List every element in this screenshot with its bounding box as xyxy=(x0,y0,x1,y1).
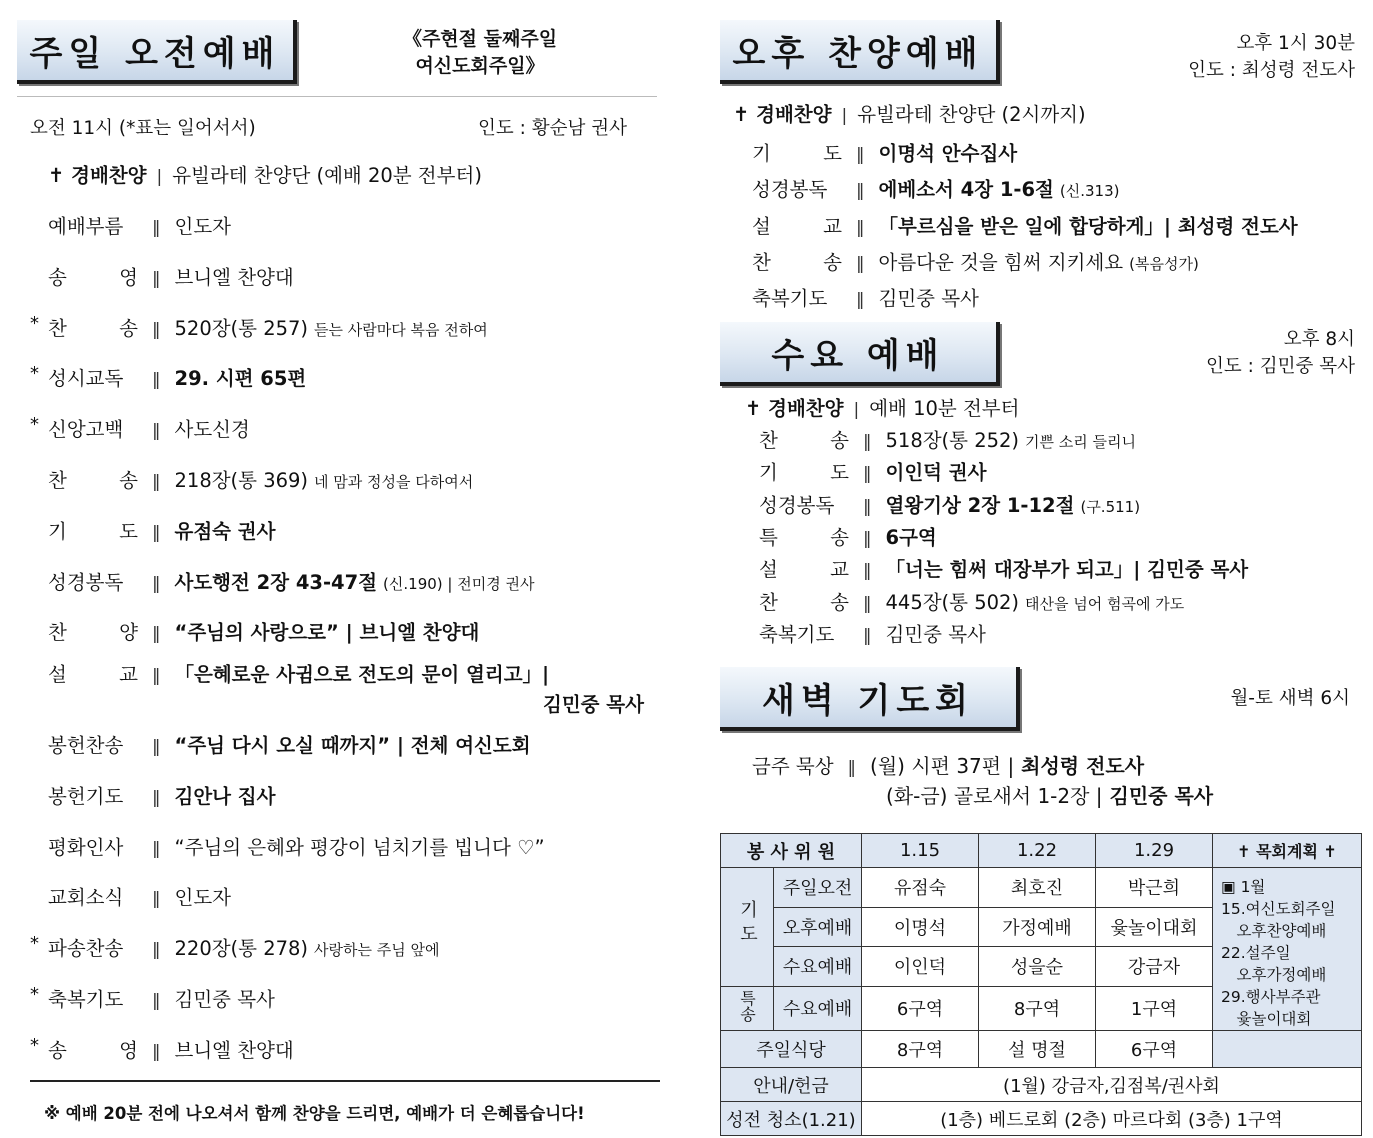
order-row xyxy=(752,211,1298,239)
separator: ‖ xyxy=(152,370,161,391)
order-label: 봉헌기도 xyxy=(48,784,124,808)
order-value-bold: 열왕기상 2장 1-12절 xyxy=(885,493,1075,517)
order-label: 찬 송 xyxy=(48,469,138,492)
afternoon-prelude xyxy=(733,99,1086,127)
row-label: 안내/헌금 xyxy=(721,1068,862,1102)
special-group-cell xyxy=(721,986,774,1030)
row-label: 주일오전 xyxy=(774,868,862,908)
order-label: 예배부름 xyxy=(48,215,124,238)
order-label: 찬 양 xyxy=(48,621,138,645)
order-label: 찬 송 xyxy=(48,316,138,340)
separator: ‖ xyxy=(152,991,161,1011)
plan-cell-end xyxy=(1213,1031,1362,1068)
order-row xyxy=(752,138,1017,166)
order-row xyxy=(48,617,479,645)
table-cell: 이명석 xyxy=(862,907,979,947)
dawn-line2-text: (화-금) 골로새서 1-2장 | xyxy=(886,784,1103,808)
order-value-bold: 에베소서 4장 1-6절 xyxy=(878,178,1054,202)
order-row xyxy=(752,283,979,311)
stand-marker: * xyxy=(30,984,39,1005)
table-cell: 1구역 xyxy=(1096,986,1213,1030)
afternoon-title: 오후 찬양예배 xyxy=(720,20,1000,84)
morning-time-note: 오전 11시 (*표는 일어서서) xyxy=(30,118,256,139)
table-cell: 최호진 xyxy=(979,868,1096,908)
date-header: 1.22 xyxy=(979,834,1096,868)
order-value: 인도자 xyxy=(174,215,232,238)
table-row xyxy=(721,1068,1362,1102)
stand-marker: * xyxy=(30,363,39,385)
separator: ‖ xyxy=(152,787,161,808)
order-note: 네 맘과 정성을 다하여서 xyxy=(314,473,474,491)
prelude-label: ✝ 경배찬양 xyxy=(733,103,832,126)
separator: ‖ xyxy=(856,181,865,202)
separator: | xyxy=(156,167,163,187)
order-row xyxy=(48,465,473,493)
order-label: 성경봉독 xyxy=(752,178,828,202)
table-cell: 6구역 xyxy=(862,986,979,1030)
special-group-label: 특송 xyxy=(737,989,757,1022)
prelude-label: ✝ 경배찬양 xyxy=(745,397,844,420)
order-row xyxy=(48,567,534,595)
dawn-line2-leader: 김민중 목사 xyxy=(1109,784,1214,808)
prelude-value: 유빌라테 찬양단 (2시까지) xyxy=(857,103,1086,126)
order-value: 220장(통 278) xyxy=(174,937,309,961)
order-label: 송 영 xyxy=(48,265,138,289)
dawn-row-1 xyxy=(752,750,1144,779)
plan-item: 오후가정예배 xyxy=(1221,966,1327,984)
separator: ‖ xyxy=(152,889,161,910)
order-label: 축복기도 xyxy=(752,287,828,311)
row-label: 수요예배 xyxy=(774,986,862,1030)
stand-marker: * xyxy=(30,414,39,436)
table-cell: 6구역 xyxy=(1096,1031,1213,1068)
separator: ‖ xyxy=(856,217,865,238)
dawn-line1-text: (월) 시편 37편 | xyxy=(870,754,1015,778)
order-value-bold: 김안나 집사 xyxy=(174,784,276,808)
morning-prelude xyxy=(48,160,482,188)
order-label: 성경봉독 xyxy=(48,570,124,594)
order-value: 인도자 xyxy=(174,886,232,910)
table-cell: (1층) 베드로회 (2층) 마르다회 (3층) 1구역 xyxy=(862,1102,1362,1136)
order-value-bold: 6구역 xyxy=(885,525,937,549)
sermon-title: 「은혜로운 사귐으로 전도의 문이 열리고」| xyxy=(174,663,550,686)
order-value-bold: 이인덕 권사 xyxy=(885,461,987,485)
order-row xyxy=(752,247,1199,275)
order-note: (구.511) xyxy=(1080,497,1141,516)
dawn-title: 새벽 기도회 xyxy=(720,667,1020,731)
order-row xyxy=(48,832,545,860)
order-value: 김민중 목사 xyxy=(878,287,979,311)
plan-item: 윷놀이대회 xyxy=(1221,1010,1312,1028)
plan-item: 29.행사부주관 xyxy=(1221,988,1321,1006)
separator: ‖ xyxy=(152,268,161,289)
order-label: 축복기도 xyxy=(48,988,124,1011)
table-cell: 유점숙 xyxy=(862,868,979,908)
volunteer-table xyxy=(720,833,1362,1136)
separator: ‖ xyxy=(847,758,857,778)
plan-cell xyxy=(1213,868,1362,1031)
order-note: (복음성가) xyxy=(1129,254,1199,273)
row-label: 성전 청소(1.21) xyxy=(721,1102,862,1136)
order-value: 김민중 목사 xyxy=(885,622,986,646)
wednesday-prelude xyxy=(745,393,1019,421)
order-row xyxy=(30,984,275,1012)
separator: ‖ xyxy=(152,940,161,961)
order-note: (신.313) xyxy=(1059,182,1120,201)
separator: ‖ xyxy=(152,573,161,594)
order-value: 518장(통 252) xyxy=(885,429,1020,452)
dawn-line1-leader: 최성령 전도사 xyxy=(1021,754,1145,778)
order-label: 기 도 xyxy=(752,142,842,165)
afternoon-leader: 인도 : 최성령 전도사 xyxy=(1188,60,1355,81)
prayer-group-label: 기도 xyxy=(737,900,758,949)
order-label: 찬 송 xyxy=(752,250,842,274)
separator: | xyxy=(853,400,860,420)
table-cell: 가정예배 xyxy=(979,907,1096,947)
order-label: 찬 송 xyxy=(759,590,849,614)
prayer-group-cell xyxy=(721,868,774,987)
morning-leader: 인도 : 황순남 권사 xyxy=(478,118,627,139)
plan-header: ✝ 목회계획 ✝ xyxy=(1213,834,1362,868)
table-row xyxy=(721,868,1362,908)
order-row xyxy=(30,933,440,961)
table-header-label: 봉 사 위 원 xyxy=(721,834,862,868)
theme-block xyxy=(370,26,590,80)
order-value: 445장(통 502) xyxy=(885,590,1020,614)
order-label: 교회소식 xyxy=(48,886,124,910)
plan-item: 15.여신도회주일 xyxy=(1221,900,1336,918)
separator: ‖ xyxy=(863,625,872,646)
date-header: 1.29 xyxy=(1096,834,1213,868)
order-label: 파송찬송 xyxy=(48,937,124,961)
order-value-bold: 「부르심을 받은 일에 합당하게」| 최성령 전도사 xyxy=(878,214,1298,238)
order-row xyxy=(759,619,986,647)
prelude-value: 예배 10분 전부터 xyxy=(869,397,1020,420)
order-row xyxy=(48,882,231,910)
order-row xyxy=(759,457,986,485)
row-label: 수요예배 xyxy=(774,947,862,987)
order-value: 아름다운 것을 힘써 지키세요 xyxy=(878,250,1124,274)
table-cell: 설 명절 xyxy=(979,1031,1096,1068)
order-label: 봉헌찬송 xyxy=(48,734,124,757)
order-value: 520장(통 257) xyxy=(174,316,309,340)
order-row xyxy=(752,174,1120,202)
stand-marker: * xyxy=(30,933,39,955)
separator: ‖ xyxy=(152,624,161,645)
separator: ‖ xyxy=(863,528,872,549)
order-note: 듣는 사람마다 복음 전하여 xyxy=(314,320,488,339)
separator: ‖ xyxy=(152,666,161,686)
order-row xyxy=(30,312,488,341)
afternoon-time: 오후 1시 30분 xyxy=(1236,33,1355,54)
separator: ‖ xyxy=(152,218,161,238)
divider xyxy=(17,96,657,97)
table-cell: 성을순 xyxy=(979,947,1096,987)
order-row xyxy=(759,490,1140,518)
separator: ‖ xyxy=(863,593,872,614)
separator: | xyxy=(841,106,848,126)
separator: ‖ xyxy=(856,253,865,274)
separator: ‖ xyxy=(152,522,161,543)
order-value-bold: 이명석 안수집사 xyxy=(878,142,1018,165)
order-value-bold: “주님의 사랑으로” | 브니엘 찬양대 xyxy=(174,621,480,645)
order-label: 설 교 xyxy=(759,558,849,582)
order-row xyxy=(759,425,1136,453)
order-value: “주님의 은혜와 평강이 넘치기를 빕니다 ♡” xyxy=(174,835,545,859)
order-label: 평화인사 xyxy=(48,835,124,859)
order-row xyxy=(48,781,275,809)
table-cell: 8구역 xyxy=(862,1031,979,1068)
table-cell: 이인덕 xyxy=(862,947,979,987)
order-row xyxy=(48,730,531,758)
order-value: 218장(통 369) xyxy=(174,469,309,492)
order-value: 김민중 목사 xyxy=(174,988,275,1011)
stand-marker: * xyxy=(30,312,39,334)
table-cell: 박근희 xyxy=(1096,868,1213,908)
separator: ‖ xyxy=(152,838,161,859)
table-cell: 강금자 xyxy=(1096,947,1213,987)
order-label: 신앙고백 xyxy=(48,418,124,442)
separator: ‖ xyxy=(152,319,161,340)
wednesday-time: 오후 8시 xyxy=(1283,329,1355,350)
order-label: 송 영 xyxy=(48,1038,138,1062)
order-row xyxy=(759,522,937,550)
wednesday-info xyxy=(1150,326,1355,380)
wednesday-leader: 인도 : 김민중 목사 xyxy=(1206,356,1355,377)
table-cell: (1월) 강금자,김점복/권사회 xyxy=(862,1068,1362,1102)
sermon-preacher: 김민중 목사 xyxy=(543,693,644,716)
order-label: 설 교 xyxy=(752,214,842,238)
order-value-bold: “주님 다시 오실 때까지” | 전체 여신도회 xyxy=(174,734,531,757)
order-label: 축복기도 xyxy=(759,622,835,646)
afternoon-info xyxy=(1150,30,1355,84)
plan-list xyxy=(1221,876,1355,1030)
order-row xyxy=(759,554,1248,582)
dawn-row-2 xyxy=(886,780,1213,809)
plan-item: 오후찬양예배 xyxy=(1221,922,1327,940)
order-row xyxy=(30,1034,294,1063)
separator: ‖ xyxy=(856,145,865,165)
separator: ‖ xyxy=(152,421,161,442)
footer-rule xyxy=(30,1080,660,1082)
separator: ‖ xyxy=(863,432,872,452)
order-label: 찬 송 xyxy=(759,429,849,452)
separator: ‖ xyxy=(863,561,872,582)
plan-item: 22.설주일 xyxy=(1221,944,1291,962)
table-row xyxy=(721,1031,1362,1068)
theme-line-2: 여신도회주일》 xyxy=(415,55,545,77)
plan-item: ▣ 1월 xyxy=(1221,878,1266,896)
dawn-time: 월-토 새벽 6시 xyxy=(1230,688,1350,709)
order-row xyxy=(48,516,275,544)
order-value: 브니엘 찬양대 xyxy=(174,1038,294,1062)
order-value: 브니엘 찬양대 xyxy=(174,265,294,289)
order-row xyxy=(30,363,307,391)
morning-title: 주일 오전예배 xyxy=(17,20,297,84)
theme-line-1: 《주현절 둘째주일 xyxy=(402,28,558,50)
separator: ‖ xyxy=(856,290,865,311)
table-header-row xyxy=(721,834,1362,868)
separator: ‖ xyxy=(863,464,872,485)
order-value-bold: 29. 시편 65편 xyxy=(174,367,307,391)
row-label: 주일식당 xyxy=(721,1031,862,1068)
order-row xyxy=(30,414,250,442)
order-note: 태산을 넘어 험곡에 가도 xyxy=(1025,594,1185,613)
wednesday-title: 수요 예배 xyxy=(720,322,1000,386)
separator: ‖ xyxy=(152,1041,161,1062)
order-label: 특 송 xyxy=(759,525,849,549)
footer-note: ※ 예배 20분 전에 나오셔서 함께 찬양을 드리면, 예배가 더 은혜롭습니다! xyxy=(44,1104,585,1123)
order-label: 기 도 xyxy=(759,461,849,485)
separator: ‖ xyxy=(152,737,161,757)
order-label: 성경봉독 xyxy=(759,493,835,517)
table-cell: 8구역 xyxy=(979,986,1096,1030)
stand-marker: * xyxy=(30,1034,39,1056)
morning-sermon-row xyxy=(48,659,549,687)
separator: ‖ xyxy=(863,496,872,517)
order-row xyxy=(48,262,294,290)
table-cell: 윷놀이대회 xyxy=(1096,907,1213,947)
order-note: (신.190) | 전미경 권사 xyxy=(383,574,535,593)
order-note: 사랑하는 주님 앞에 xyxy=(314,941,440,960)
order-value: 사도신경 xyxy=(174,418,250,442)
table-row xyxy=(721,1102,1362,1136)
order-value-bold: 유점숙 권사 xyxy=(174,519,276,543)
prelude-value: 유빌라테 찬양단 (예배 20분 전부터) xyxy=(172,164,482,187)
order-label: 설 교 xyxy=(48,663,138,686)
order-label: 기 도 xyxy=(48,519,138,543)
separator: ‖ xyxy=(152,472,161,492)
order-value-bold: 「너는 힘써 대장부가 되고」| 김민중 목사 xyxy=(885,558,1249,582)
dawn-label: 금주 묵상 xyxy=(752,755,834,778)
dawn-line2 xyxy=(886,780,1213,809)
date-header: 1.15 xyxy=(862,834,979,868)
order-value-bold: 사도행전 2장 43-47절 xyxy=(174,570,378,594)
order-row xyxy=(48,211,231,239)
order-label: 성시교독 xyxy=(48,367,124,391)
dawn-line1 xyxy=(870,750,1144,779)
order-row xyxy=(759,587,1184,615)
prelude-label: ✝ 경배찬양 xyxy=(48,164,147,187)
order-note: 기쁜 소리 들리니 xyxy=(1025,433,1136,451)
row-label: 오후예배 xyxy=(774,907,862,947)
